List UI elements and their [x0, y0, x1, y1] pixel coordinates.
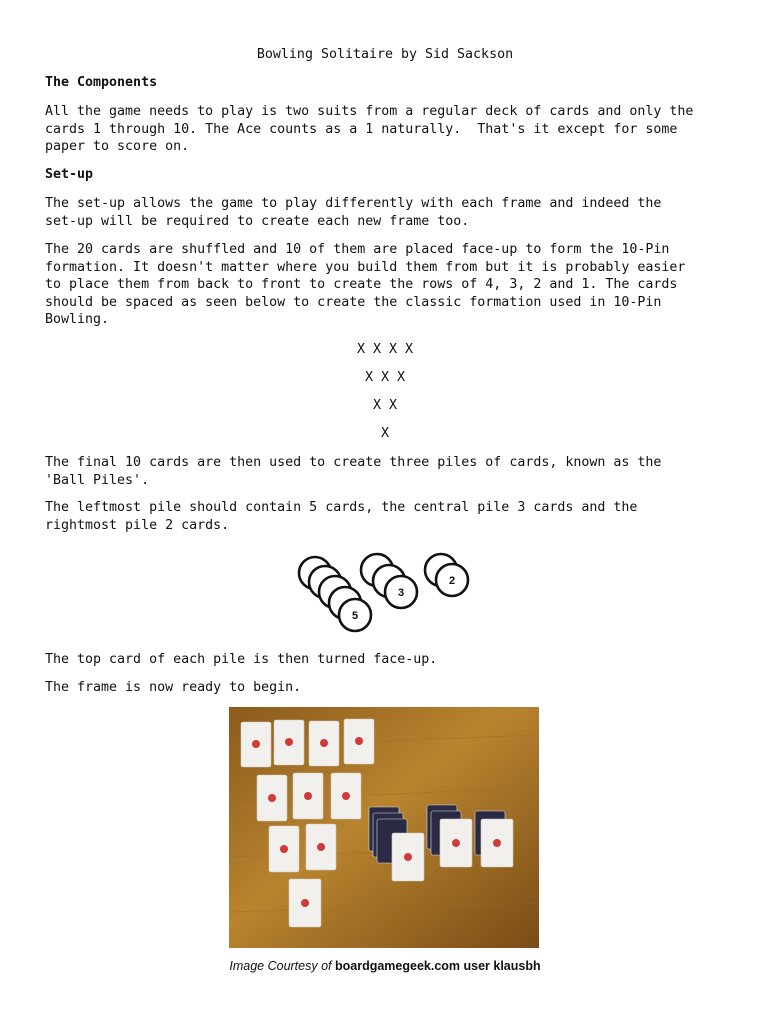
card-layout-photo — [229, 707, 539, 948]
paragraph-frame-ready: The frame is now ready to begin. — [45, 680, 302, 695]
heading-components: The Components — [45, 75, 158, 90]
credit-user: user klausbh — [460, 959, 541, 973]
credit-site: boardgamegeek.com — [334, 959, 461, 973]
credit-prefix: Image Courtesy of — [229, 959, 335, 973]
pin-row-4: X X X X — [356, 342, 414, 357]
paragraph-setup-intro: The set-up allows the game to play differently with each frame and indeed the set-up will be required to create each new frame too. — [45, 196, 662, 229]
pin-row-1: X — [380, 426, 389, 441]
pile-label-3: 3 — [397, 587, 405, 599]
pile-label-2: 2 — [448, 575, 456, 587]
paragraph-pile-sizes: The leftmost pile should contain 5 cards, the central pile 3 cards and the rightmost pile 2 cards. — [45, 500, 638, 533]
pin-row-3: X X X — [364, 370, 406, 385]
pin-row-2: X X — [372, 398, 398, 413]
image-credit — [45, 958, 725, 976]
ball-pile-diagram — [295, 548, 475, 638]
document-title: Bowling Solitaire by Sid Sackson — [256, 47, 514, 62]
paragraph-ball-piles: The final 10 cards are then used to create three piles of cards, known as the 'Ball Piles'. — [45, 455, 662, 488]
heading-setup: Set-up — [45, 167, 94, 182]
paragraph-setup-pins: The 20 cards are shuffled and 10 of them are placed face-up to form the 10-Pin formation. It doesn't matter where you build them from but it is probably easier to place them from back to front to create the rows of 4, 3, 2 and 1. The cards should be spaced as seen below to create the classic formation used in 10-Pin Bowling. — [45, 242, 686, 327]
pile-label-5: 5 — [351, 610, 359, 622]
paragraph-turn-face-up: The top card of each pile is then turned face-up. — [45, 652, 438, 667]
paragraph-components: All the game needs to play is two suits from a regular deck of cards and only the cards 1 through 10. The Ace counts as a 1 naturally. That's it except for some paper to score on. — [45, 104, 694, 154]
